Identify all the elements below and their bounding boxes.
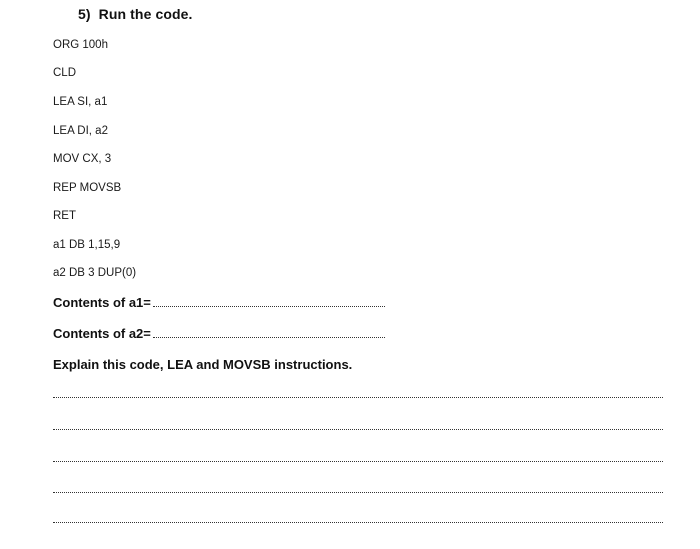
code-line: LEA DI, a2 bbox=[53, 125, 108, 137]
explain-question: Explain this code, LEA and MOVSB instructions. bbox=[53, 357, 353, 372]
a2-answer-blank[interactable] bbox=[153, 327, 385, 338]
code-line: LEA SI, a1 bbox=[53, 96, 108, 108]
question-number: 5) bbox=[78, 6, 91, 22]
a1-contents-label: Contents of a1= bbox=[53, 295, 151, 310]
question-heading bbox=[78, 6, 193, 22]
code-line: a1 DB 1,15,9 bbox=[53, 239, 121, 251]
code-line: a2 DB 3 DUP(0) bbox=[53, 267, 137, 279]
code-line: REP MOVSB bbox=[53, 182, 122, 194]
answer-blank-line[interactable] bbox=[53, 461, 663, 462]
code-line: RET bbox=[53, 210, 76, 222]
code-line: CLD bbox=[53, 67, 77, 79]
a2-contents-answer bbox=[53, 326, 385, 341]
question-title: Run the code. bbox=[98, 6, 193, 22]
answer-blank-line[interactable] bbox=[53, 522, 663, 523]
a1-contents-answer bbox=[53, 295, 385, 310]
a1-answer-blank[interactable] bbox=[153, 296, 385, 307]
answer-blank-line[interactable] bbox=[53, 429, 663, 430]
a2-contents-label: Contents of a2= bbox=[53, 326, 151, 341]
answer-blank-line[interactable] bbox=[53, 397, 663, 398]
code-line: ORG 100h bbox=[53, 39, 108, 51]
code-line: MOV CX, 3 bbox=[53, 153, 112, 165]
answer-blank-line[interactable] bbox=[53, 492, 663, 493]
